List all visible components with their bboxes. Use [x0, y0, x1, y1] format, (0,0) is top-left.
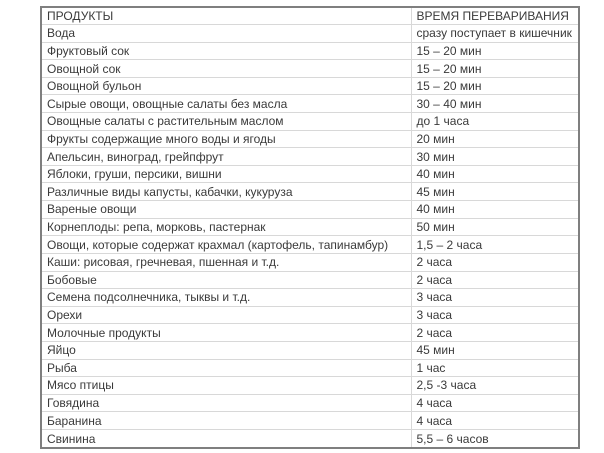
product-cell: Овощной бульон: [41, 77, 411, 95]
time-cell: 40 мин: [411, 165, 579, 183]
product-cell: Орехи: [41, 306, 411, 324]
table-row: [41, 359, 579, 377]
product-cell: Мясо птицы: [41, 377, 411, 395]
product-cell: Овощной сок: [41, 60, 411, 78]
product-cell: Овощи, которые содержат крахмал (картофель, тапинамбур): [41, 236, 411, 254]
product-cell: Вода: [41, 25, 411, 43]
time-cell: 15 – 20 мин: [411, 42, 579, 60]
time-cell: 4 часа: [411, 412, 579, 430]
table-row: [41, 77, 579, 95]
table-row: [41, 95, 579, 113]
table-row: [41, 236, 579, 254]
time-cell: 2,5 -3 часа: [411, 377, 579, 395]
digestion-time-table: [40, 6, 580, 449]
table-row: [41, 60, 579, 78]
product-cell: Овощные салаты с растительным маслом: [41, 113, 411, 131]
time-cell: 20 мин: [411, 130, 579, 148]
product-cell: Семена подсолнечника, тыквы и т.д.: [41, 289, 411, 307]
time-cell: 5,5 – 6 часов: [411, 430, 579, 448]
time-cell: 4 часа: [411, 394, 579, 412]
time-cell: 2 часа: [411, 324, 579, 342]
product-cell: Апельсин, виноград, грейпфрут: [41, 148, 411, 166]
product-cell: Фруктовый сок: [41, 42, 411, 60]
time-cell: 2 часа: [411, 271, 579, 289]
time-cell: 3 часа: [411, 306, 579, 324]
time-cell: до 1 часа: [411, 113, 579, 131]
time-cell: 1,5 – 2 часа: [411, 236, 579, 254]
table-row: [41, 253, 579, 271]
table-row: [41, 324, 579, 342]
time-cell: сразу поступает в кишечник: [411, 25, 579, 43]
product-cell: Вареные овощи: [41, 201, 411, 219]
table-row: [41, 430, 579, 448]
column-header-digestion-time: ВРЕМЯ ПЕРЕВАРИВАНИЯ: [411, 7, 579, 25]
table-row: [41, 289, 579, 307]
table-row: [41, 113, 579, 131]
product-cell: Рыба: [41, 359, 411, 377]
time-cell: 1 час: [411, 359, 579, 377]
table-row: [41, 42, 579, 60]
time-cell: 15 – 20 мин: [411, 60, 579, 78]
product-cell: Различные виды капусты, кабачки, кукуруза: [41, 183, 411, 201]
time-cell: 45 мин: [411, 341, 579, 359]
table-row: [41, 412, 579, 430]
time-cell: 50 мин: [411, 218, 579, 236]
table-row: [41, 130, 579, 148]
product-cell: Свинина: [41, 430, 411, 448]
table-row: [41, 218, 579, 236]
time-cell: 30 – 40 мин: [411, 95, 579, 113]
table-row: [41, 306, 579, 324]
table-row: [41, 148, 579, 166]
time-cell: 40 мин: [411, 201, 579, 219]
product-cell: Яйцо: [41, 341, 411, 359]
time-cell: 30 мин: [411, 148, 579, 166]
product-cell: Говядина: [41, 394, 411, 412]
product-cell: Фрукты содержащие много воды и ягоды: [41, 130, 411, 148]
table-row: [41, 165, 579, 183]
product-cell: Каши: рисовая, гречневая, пшенная и т.д.: [41, 253, 411, 271]
table-row: [41, 201, 579, 219]
product-cell: Корнеплоды: репа, морковь, пастернак: [41, 218, 411, 236]
time-cell: 15 – 20 мин: [411, 77, 579, 95]
table-row: [41, 394, 579, 412]
column-header-products: ПРОДУКТЫ: [41, 7, 411, 25]
time-cell: 3 часа: [411, 289, 579, 307]
table-row: [41, 25, 579, 43]
product-cell: Сырые овощи, овощные салаты без масла: [41, 95, 411, 113]
time-cell: 45 мин: [411, 183, 579, 201]
product-cell: Яблоки, груши, персики, вишни: [41, 165, 411, 183]
table-row: [41, 341, 579, 359]
product-cell: Баранина: [41, 412, 411, 430]
table-row: [41, 183, 579, 201]
product-cell: Бобовые: [41, 271, 411, 289]
table-body: [41, 25, 579, 449]
header-row: [41, 7, 579, 25]
product-cell: Молочные продукты: [41, 324, 411, 342]
table-row: [41, 377, 579, 395]
table-row: [41, 271, 579, 289]
time-cell: 2 часа: [411, 253, 579, 271]
